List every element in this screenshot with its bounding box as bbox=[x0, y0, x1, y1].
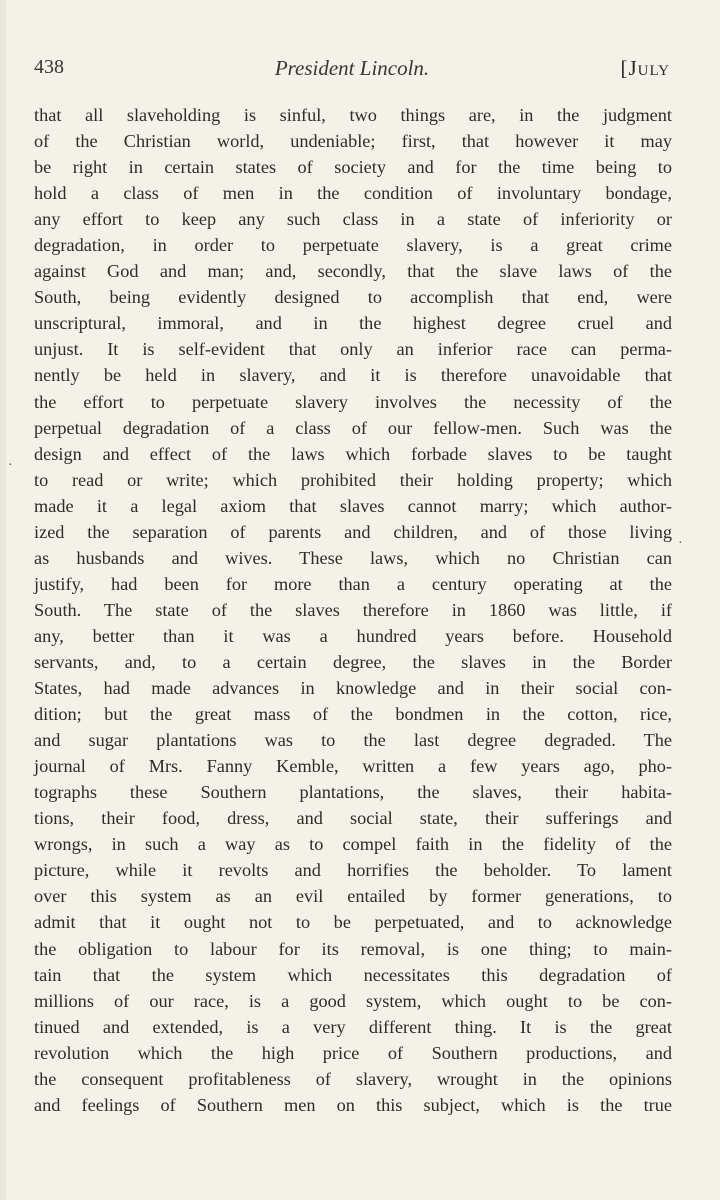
text-line: made it a legal axiom that slaves cannot marry; which author- bbox=[34, 495, 672, 516]
text-line: perpetual degradation of a class of our fellow-men. Such was the bbox=[34, 417, 672, 438]
text-line: servants, and, to a certain degree, the slaves in the Border bbox=[34, 651, 672, 672]
text-line: any, better than it was a hundred years before. Household bbox=[34, 625, 672, 646]
text-line: tions, their food, dress, and social state, their sufferings and bbox=[34, 808, 672, 829]
text-line: tographs these Southern plantations, the slaves, their habita- bbox=[34, 782, 672, 803]
text-line: nently be held in slavery, and it is therefore unavoidable that bbox=[34, 365, 672, 386]
text-line: millions of our race, is a good system, which ought to be con- bbox=[34, 990, 672, 1011]
text-line: hold a class of men in the condition of involuntary bondage, bbox=[34, 183, 672, 204]
text-line: dition; but the great mass of the bondmen in the cotton, rice, bbox=[34, 704, 672, 725]
text-line: admit that it ought not to be perpetuated, and to acknowledge bbox=[34, 912, 672, 933]
text-line: as husbands and wives. These laws, which no Christian can bbox=[34, 547, 672, 568]
text-line: the consequent profitableness of slavery, wrought in the opinions bbox=[34, 1068, 672, 1089]
margin-dot-mark: · bbox=[8, 458, 13, 473]
text-line: to read or write; which prohibited their holding property; which bbox=[34, 469, 672, 490]
text-line: and sugar plantations was to the last degree degraded. The bbox=[34, 730, 672, 751]
page-header bbox=[34, 56, 670, 88]
text-line: that all slaveholding is sinful, two things are, in the judgment bbox=[34, 105, 672, 125]
text-line: unjust. It is self-evident that only an inferior race can perma- bbox=[34, 339, 672, 360]
page-number: 438 bbox=[34, 56, 64, 78]
text-line: journal of Mrs. Fanny Kemble, written a few years ago, pho- bbox=[34, 756, 672, 777]
body-text bbox=[34, 102, 672, 1118]
text-line: South, being evidently designed to accomplish that end, were bbox=[34, 287, 672, 308]
text-line: degradation, in order to perpetuate slavery, is a great crime bbox=[34, 235, 672, 256]
text-line: the effort to perpetuate slavery involves the necessity of the bbox=[34, 391, 672, 412]
scan-edge bbox=[0, 0, 6, 1200]
margin-dot-mark: · bbox=[678, 536, 683, 551]
running-head: President Lincoln. bbox=[274, 56, 430, 80]
text-line: over this system as an evil entailed by former generations, to bbox=[34, 886, 672, 907]
text-line: justify, had been for more than a century operating at the bbox=[34, 573, 672, 594]
text-line: unscriptural, immoral, and in the highest degree cruel and bbox=[34, 313, 672, 334]
text-line: wrongs, in such a way as to compel faith in the fidelity of the bbox=[34, 834, 672, 855]
header-month bbox=[621, 56, 671, 81]
text-line: of the Christian world, undeniable; first, that however it may bbox=[34, 131, 672, 152]
text-line: and feelings of Southern men on this subject, which is the true bbox=[34, 1094, 672, 1115]
text-line: design and effect of the laws which forbade slaves to be taught bbox=[34, 443, 672, 464]
text-line: South. The state of the slaves therefore in 1860 was little, if bbox=[34, 599, 672, 620]
text-line: tain that the system which necessitates this degradation of bbox=[34, 964, 672, 985]
text-line: picture, while it revolts and horrifies the beholder. To lament bbox=[34, 860, 672, 881]
text-line: revolution which the high price of Southern productions, and bbox=[34, 1042, 672, 1063]
text-line: ized the separation of parents and children, and of those living bbox=[34, 521, 672, 542]
text-line: be right in certain states of society and for the time being to bbox=[34, 157, 672, 178]
text-line: States, had made advances in knowledge and in their social con- bbox=[34, 678, 672, 699]
text-line: tinued and extended, is a very different thing. It is the great bbox=[34, 1016, 672, 1037]
text-line: any effort to keep any such class in a state of inferiority or bbox=[34, 209, 672, 230]
header-month-text: [July bbox=[620, 56, 670, 80]
text-line: the obligation to labour for its removal, is one thing; to main- bbox=[34, 938, 672, 959]
text-line: against God and man; and, secondly, that the slave laws of the bbox=[34, 261, 672, 282]
